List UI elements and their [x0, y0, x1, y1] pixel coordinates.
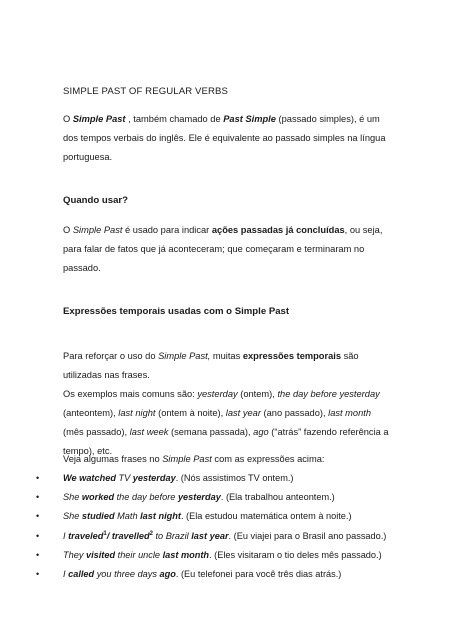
see-term: Simple Past [162, 454, 212, 464]
example-separator: / [106, 530, 112, 541]
example-subject: I [63, 569, 69, 580]
list-item [36, 565, 423, 584]
bullet-icon: • [36, 492, 40, 503]
examples-last-year: last year [225, 408, 261, 418]
expr-text-1: Para reforçar o uso do [63, 351, 159, 361]
expr-bold: expressões temporais [242, 351, 342, 361]
example-verb: visited [85, 549, 116, 560]
when-bold: ações passadas já concluídas [211, 225, 345, 235]
when-heading: Quando usar? [63, 195, 129, 206]
examples-last-month: last month [328, 408, 372, 418]
example-verb: traveled [68, 530, 104, 541]
example-text: to Brazil [152, 530, 192, 541]
examples-yesterday: yesterday [197, 389, 238, 399]
expr-text-2: muitas [210, 351, 243, 361]
examples-last-night: last night [118, 408, 156, 418]
example-subject: She [63, 511, 82, 522]
expressions-heading: Expressões temporais usadas com o Simple Past [63, 306, 290, 317]
examples-text-4: (ontem à noite), [155, 408, 226, 418]
example-subject: They [63, 549, 86, 560]
examples-text-3: (anteontem), [63, 408, 119, 418]
bullet-icon: • [36, 530, 40, 541]
example-translation: . (Eles visitaram o tio deles mês passado.) [209, 549, 382, 560]
example-translation: . (Ela trabalhou anteontem.) [220, 492, 335, 503]
when-text-2: é usado para indicar [122, 225, 212, 235]
examples-text-5: (ano passado), [260, 408, 329, 418]
intro-text-3: (passado simples), é um dos tempos verbais do inglês. Ele é equivalente ao passado simples na língua portuguesa. [63, 114, 386, 162]
bullet-icon: • [36, 549, 40, 560]
example-subject: She [63, 492, 82, 503]
example-expression: yesterday [177, 492, 221, 503]
examples-day-before-yesterday: the day before yesterday [277, 389, 380, 399]
bullet-icon: • [36, 569, 40, 580]
examples-text-8: (“atrás” fazendo referência a tempo), etc. [63, 427, 389, 456]
example-expression: yesterday [132, 473, 176, 483]
example-subject: I [63, 530, 69, 541]
examples-text-1: Os exemplos mais comuns são: [63, 389, 198, 399]
see-text-2: com as expressões acima: [211, 454, 325, 464]
intro-term-simple-past: Simple Past [72, 114, 126, 124]
examples-last-week: last week [129, 427, 169, 437]
examples-text-2: (ontem), [237, 389, 278, 399]
footnote-marker: 1 [103, 530, 107, 537]
example-text: their uncle [115, 549, 163, 560]
example-translation: . (Nós assistimos TV ontem.) [175, 473, 294, 483]
see-text-1: Veja algumas frases no [63, 454, 163, 464]
intro-paragraph [63, 110, 393, 167]
expr-text-3: são utilizadas nas frases. [63, 351, 359, 380]
example-verb: studied [81, 511, 115, 522]
bullet-icon: • [36, 473, 40, 483]
example-text: TV [115, 473, 133, 483]
list-item [36, 488, 423, 507]
example-verb: called [68, 569, 95, 580]
example-translation: . (Eu viajei para o Brasil ano passado.) [228, 530, 387, 541]
example-verb: worked [81, 492, 115, 503]
examples-ago: ago [253, 427, 269, 437]
example-text: you three days [94, 569, 160, 580]
expr-term: Simple Past, [158, 351, 211, 361]
document-title: SIMPLE PAST OF REGULAR VERBS [63, 86, 229, 97]
when-term: Simple Past [72, 225, 123, 235]
example-verb-alt: travelled [111, 530, 150, 541]
example-translation: . (Ela estudou matemática ontem à noite.) [180, 511, 352, 522]
intro-text-1: O [63, 114, 73, 124]
example-text: Math [114, 511, 141, 522]
when-paragraph [63, 221, 393, 278]
when-text-3: , ou seja, para falar de fatos que já aconteceram; que começaram e terminaram no passado. [63, 225, 383, 273]
footnote-marker: 2 [149, 530, 153, 537]
example-expression: last year [191, 530, 229, 541]
list-item [36, 546, 423, 565]
expressions-paragraph [63, 347, 393, 461]
example-text: the day before [114, 492, 178, 503]
example-verb: We watched [63, 473, 116, 483]
see-paragraph [63, 450, 423, 469]
list-item [36, 507, 423, 526]
example-expression: last night [140, 511, 181, 522]
bullet-icon: • [36, 511, 40, 522]
when-text-1: O [63, 225, 73, 235]
example-list [36, 469, 423, 584]
examples-text-6: (mês passado), [63, 427, 130, 437]
examples-text-7: (semana passada), [168, 427, 254, 437]
list-item [36, 527, 423, 546]
example-translation: . (Eu telefonei para você três dias atrás.) [175, 569, 342, 580]
list-item [36, 469, 423, 488]
example-expression: last month [162, 549, 210, 560]
example-expression: ago [159, 569, 176, 580]
intro-text-2: , também chamado de [125, 114, 224, 124]
intro-term-past-simple: Past Simple [223, 114, 276, 124]
